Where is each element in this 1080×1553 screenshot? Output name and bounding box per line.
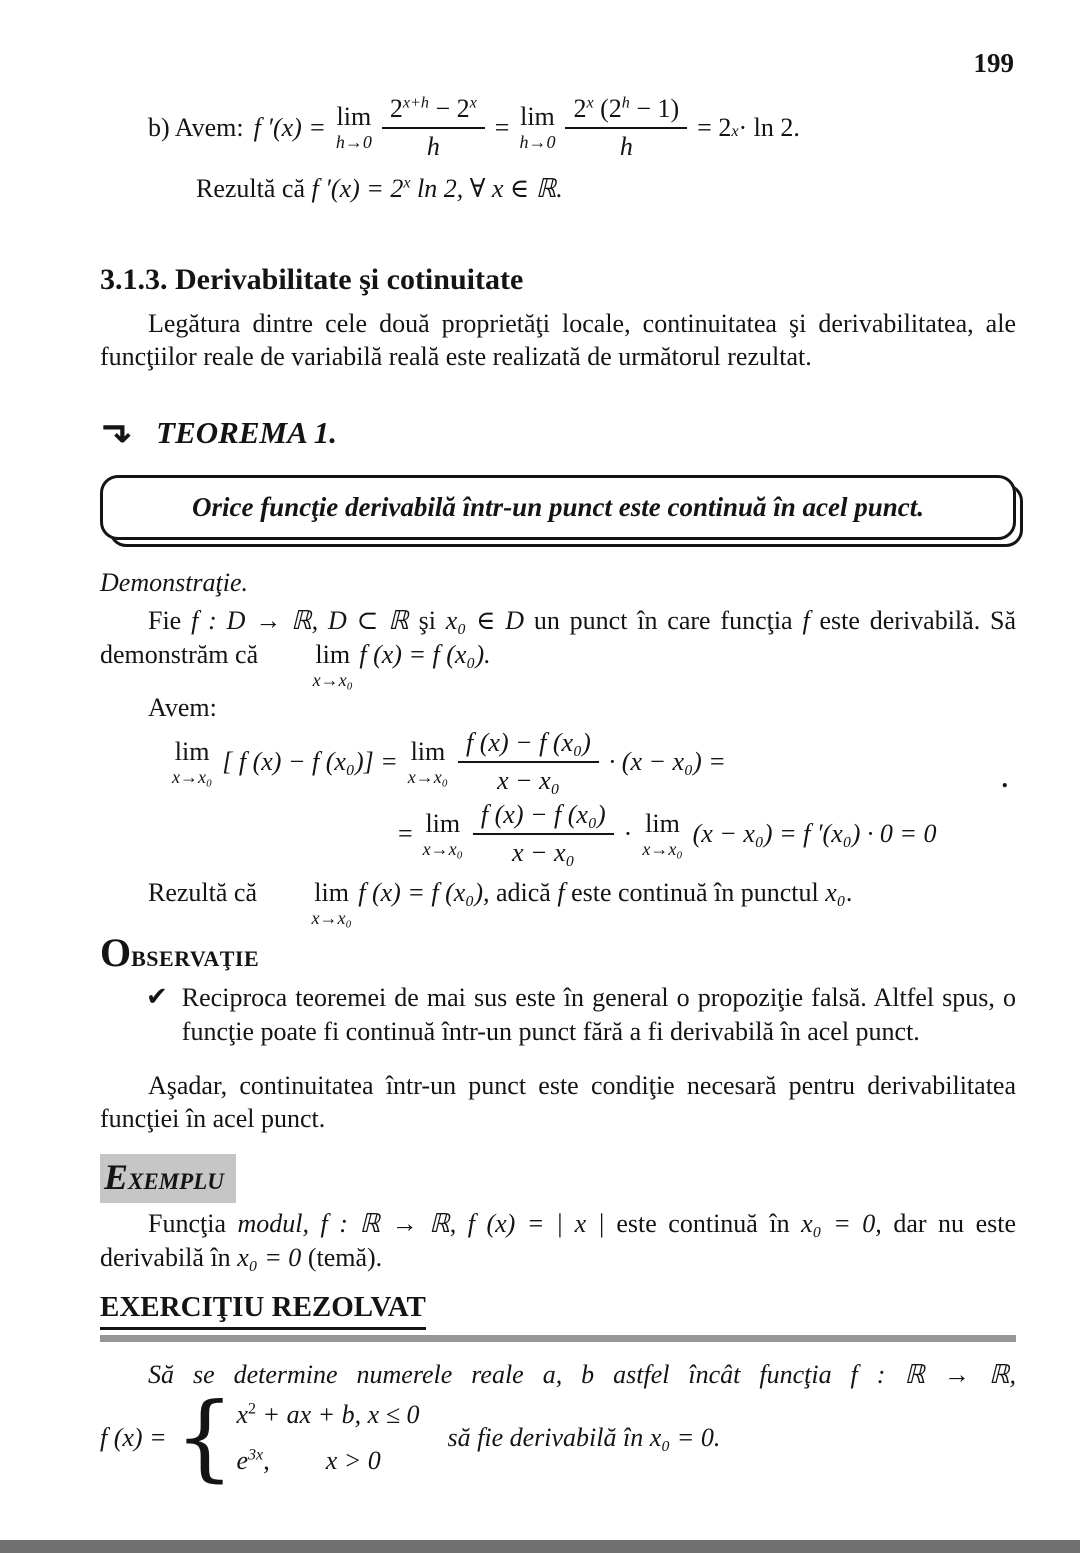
math-run: = <box>494 112 510 142</box>
lim-subscript: x→x₀ <box>642 838 683 859</box>
math-run: f : D → ℝ, D ⊂ ℝ <box>191 605 409 635</box>
lim-subscript: x→x₀ <box>407 766 449 787</box>
lim-word: lim <box>520 102 555 132</box>
limit-operator <box>265 639 353 690</box>
lim-word: lim <box>314 878 349 908</box>
text-run: Fie <box>148 605 192 635</box>
text-run: Rezultă că <box>196 173 312 203</box>
text-run: . <box>845 878 853 908</box>
proof-formula-line-2 <box>398 800 1016 868</box>
math-run: x₀ = 0, <box>801 1209 882 1238</box>
theorem-heading <box>97 410 1016 457</box>
theorem-label: TEOREMA 1. <box>156 415 338 451</box>
observation-text: Reciproca teoremei de mai sus este în general o propoziţie falsă. Altfel spus, o funcţie poate fi continuă într-un punct fără a fi derivabilă în acel punct. <box>181 983 1016 1046</box>
observation-item <box>100 981 1016 1049</box>
pointer-icon: ↳ <box>97 418 139 449</box>
math-sup: x <box>586 94 594 112</box>
math-run: x₀ ∈ D <box>445 605 525 635</box>
math-sup: x <box>403 174 411 192</box>
math-run: 2 <box>573 94 587 123</box>
observation-rest: BSERVAŢIE <box>131 946 260 972</box>
fraction-numerator <box>565 94 687 129</box>
derivative-limit-formula <box>148 94 1016 162</box>
limit-operator <box>642 808 683 859</box>
limit-operator <box>407 736 449 787</box>
curly-brace: { <box>174 1383 235 1493</box>
fraction-numerator: f (x) − f (x₀) <box>473 800 614 835</box>
section-title: 3.1.3. Derivabilitate şi cotinuitate <box>100 262 524 296</box>
math-sup: x+h <box>402 94 429 112</box>
math-run: x₀ <box>825 878 846 908</box>
math-run: f ′(x) = 2 <box>311 173 404 203</box>
lim-word: lim <box>174 736 210 766</box>
fraction-numerator <box>382 94 485 129</box>
math-run: f (x) = <box>100 1423 167 1453</box>
text-run: este derivabilă. Să demonstrăm că <box>100 605 1017 669</box>
math-sup: x <box>731 122 739 140</box>
example-heading <box>100 1154 1016 1203</box>
exercise-intro: Să se determine numerele reale a, b astfel încât funcţia f : ℝ → ℝ, <box>148 1360 1016 1390</box>
section-paragraph: Legătura dintre cele două proprietăţi locale, continuitatea şi derivabilitatea, ale funcţiilor reale de variabilă reală este realizată de următorul rezultat. <box>100 308 1016 372</box>
solution-b-section <box>100 94 1016 206</box>
math-run: x <box>236 1400 248 1430</box>
checkmark-icon: ✔ <box>146 982 168 1013</box>
fraction-denominator: x − x₀ <box>511 838 575 868</box>
limit-operator <box>264 880 352 927</box>
math-sup: 3x <box>247 1446 264 1464</box>
math-run: modul, f : ℝ → ℝ, f (x) = | x | <box>237 1209 605 1238</box>
lim-word: lim <box>315 639 351 669</box>
fraction-denominator: h <box>426 131 440 161</box>
limit-operator <box>422 808 463 859</box>
lim-word: lim <box>645 808 680 838</box>
text-run: este continuă în <box>604 1209 802 1238</box>
lim-subscript: x→x₀ <box>172 766 213 787</box>
math-run: e <box>236 1446 248 1476</box>
proof-avem: Avem: <box>148 692 217 722</box>
example-paragraph <box>100 1207 1016 1275</box>
math-run <box>697 111 800 145</box>
fraction <box>382 94 485 162</box>
math-run: (2 <box>593 94 622 123</box>
lim-word: lim <box>336 102 372 132</box>
fraction-denominator: x − x₀ <box>497 766 560 796</box>
text-run: este continuă în punctul <box>564 878 826 908</box>
lim-subscript: x→x₀ <box>311 908 352 929</box>
math-sup: 2 <box>247 1400 257 1418</box>
piecewise-function <box>100 1383 1016 1493</box>
text-run: Funcţia <box>148 1209 238 1238</box>
gray-rule <box>100 1335 1016 1342</box>
exercise-heading <box>100 1289 1016 1343</box>
math-run: · <box>623 819 633 849</box>
example-initial: E <box>104 1157 129 1198</box>
math-run: f ′(x) = <box>253 112 326 142</box>
math-run: · ln 2. <box>738 112 800 142</box>
fraction <box>473 800 614 868</box>
math-run: f (x) = f (x₀). <box>359 639 491 669</box>
proof-result <box>100 876 1016 927</box>
text-run: şi <box>408 605 446 635</box>
limit-operator <box>172 736 213 787</box>
math-run: x > 0 <box>325 1446 381 1476</box>
math-sup: x <box>469 94 477 112</box>
lim-subscript: x→x₀ <box>312 669 353 690</box>
text-run: b) Avem: <box>148 112 244 142</box>
math-run: (x − x₀) = f ′(x₀) · 0 = 0 <box>692 819 937 849</box>
case-row <box>236 1444 419 1478</box>
observation-initial: O <box>100 930 132 976</box>
exercise-title: EXERCIŢIU REZOLVAT <box>100 1289 426 1331</box>
fraction-denominator: h <box>619 131 633 161</box>
math-run: − 1) <box>629 94 680 123</box>
fraction-numerator: f (x) − f (x₀) <box>458 728 599 763</box>
math-run: + ax + b, x ≤ 0 <box>256 1400 420 1430</box>
math-run: f <box>802 605 810 635</box>
math-run: = <box>398 819 413 849</box>
example-rest: XEMPLU <box>128 1169 224 1195</box>
text-run: Rezultă că <box>148 878 264 908</box>
math-sup: h <box>621 94 630 112</box>
math-run: , <box>263 1446 270 1476</box>
math-run: f (x) = f (x₀), <box>358 878 490 908</box>
page-content <box>0 94 1080 1493</box>
lim-subscript: h→0 <box>519 132 556 153</box>
conclusion-paragraph: Aşadar, continuitatea într-un punct este condiţie necesară pentru derivabilitatea funcţiei în acel punct. <box>100 1070 1016 1134</box>
math-run: − 2 <box>428 94 470 123</box>
lim-word: lim <box>425 808 461 838</box>
limit-operator <box>336 104 372 151</box>
lim-word: lim <box>410 736 446 766</box>
text-run: (temă). <box>301 1242 383 1272</box>
math-run: x₀ = 0 <box>237 1242 302 1272</box>
footer-bar <box>0 1540 1080 1553</box>
math-run: 2 <box>389 94 403 123</box>
stray-period: . <box>1001 764 1008 794</box>
exercise-tail: să fie derivabilă în x₀ = 0. <box>447 1423 721 1453</box>
text-run: adică <box>489 878 558 908</box>
proof-heading: Demonstraţie. <box>100 568 249 598</box>
fraction <box>565 94 687 162</box>
text-run: un punct în care funcţia <box>524 605 803 635</box>
proof-formula-line-1 <box>172 728 1016 796</box>
theorem-box: Orice funcţie derivabilă într-un punct este continuă în acel punct. <box>100 475 1016 540</box>
observation-heading <box>100 927 1016 979</box>
lim-subscript: h→0 <box>335 132 372 153</box>
math-run: f <box>557 878 565 908</box>
case-row <box>236 1398 419 1432</box>
text-run: dar nu este derivabilă în <box>100 1209 1016 1272</box>
page-number: 199 <box>973 48 1014 78</box>
proof-paragraph <box>100 604 1016 689</box>
math-run: ln 2, ∀ x ∈ ℝ. <box>410 173 563 203</box>
cases-column <box>236 1398 419 1478</box>
math-run: = 2 <box>697 112 732 142</box>
fraction <box>458 728 599 796</box>
lim-subscript: x→x₀ <box>422 838 463 859</box>
math-run: · (x − x₀) = <box>608 747 726 777</box>
solution-b-result <box>148 172 1016 206</box>
limit-operator <box>519 104 555 151</box>
math-run: [ f (x) − f (x₀)] = <box>222 747 398 777</box>
example-badge <box>100 1154 236 1203</box>
